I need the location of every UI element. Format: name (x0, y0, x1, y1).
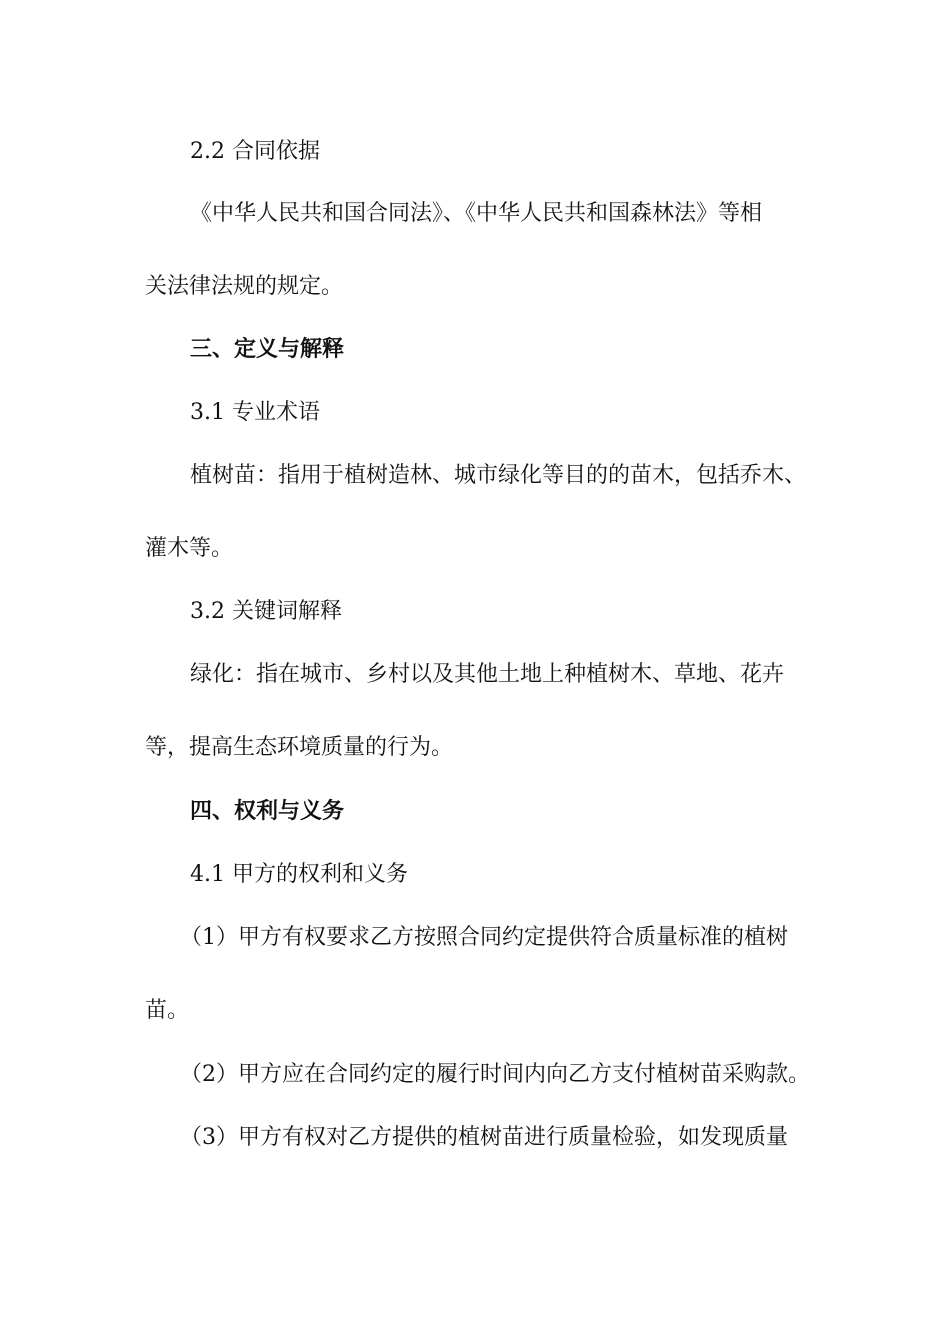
section-3-1-body-line-1: 植树苗：指用于植树造林、城市绿化等目的的苗木，包括乔木、 (190, 463, 807, 488)
section-3-1-body-line-2: 灌木等。 (145, 536, 234, 561)
section-3-2-heading: 3.2 关键词解释 (190, 599, 342, 624)
item-2-line-1: （2）甲方应在合同约定的履行时间内向乙方支付植树苗采购款。 (180, 1062, 810, 1087)
item-3-line-1: （3）甲方有权对乙方提供的植树苗进行质量检验，如发现质量 (180, 1125, 788, 1150)
section-2-2-body-line-2: 关法律法规的规定。 (145, 274, 344, 299)
item-1-line-2: 苗。 (145, 998, 190, 1023)
section-2-2-heading: 2.2 合同依据 (190, 139, 320, 164)
section-4-heading: 四、权利与义务 (190, 799, 345, 824)
section-3-2-body-line-2: 等，提高生态环境质量的行为。 (145, 735, 454, 760)
section-3-heading: 三、定义与解释 (190, 337, 345, 362)
section-3-2-body-line-1: 绿化：指在城市、乡村以及其他土地上种植树木、草地、花卉 (190, 662, 785, 687)
section-4-1-heading: 4.1 甲方的权利和义务 (190, 862, 408, 887)
section-3-1-heading: 3.1 专业术语 (190, 400, 320, 425)
section-2-2-body-line-1: 《中华人民共和国合同法》、《中华人民共和国森林法》等相 (190, 201, 763, 226)
item-1-line-1: （1）甲方有权要求乙方按照合同约定提供符合质量标准的植树 (180, 925, 788, 950)
